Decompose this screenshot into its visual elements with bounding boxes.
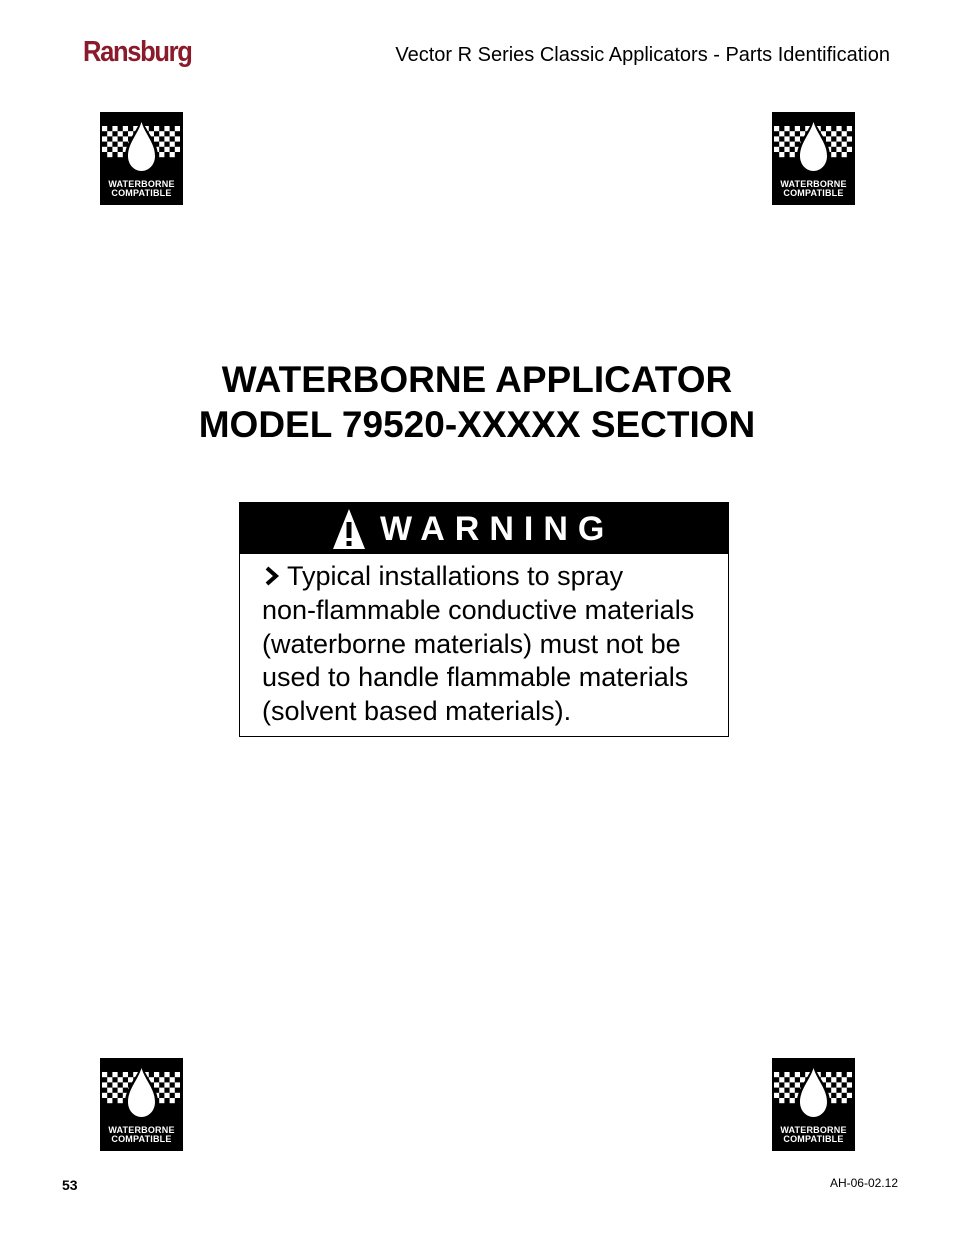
chevron-right-icon (262, 566, 282, 586)
water-drop-icon (100, 1058, 183, 1126)
warning-box (239, 502, 729, 737)
warning-label: WARNING (380, 510, 615, 548)
waterborne-compatible-badge (772, 112, 855, 205)
warning-line (262, 560, 724, 594)
warning-triangle-icon (332, 508, 366, 550)
page-number: 53 (62, 1177, 78, 1193)
water-drop-icon (772, 1058, 855, 1126)
ransburg-logo: Ransburg (83, 36, 192, 68)
waterborne-compatible-badge (100, 1058, 183, 1151)
section-title-line1: WATERBORNE APPLICATOR (221, 359, 733, 400)
warning-header (240, 503, 728, 554)
warning-line-text: Typical installations to spray (287, 561, 624, 591)
badge-line2: COMPATIBLE (111, 188, 172, 198)
waterborne-compatible-badge (100, 112, 183, 205)
badge-line2: COMPATIBLE (111, 1134, 172, 1144)
badge-line2: COMPATIBLE (783, 188, 844, 198)
waterborne-compatible-badge (772, 1058, 855, 1151)
badge-line1: WATERBORNE (780, 179, 847, 189)
water-drop-icon (100, 112, 183, 180)
warning-line: (waterborne materials) must not be (262, 628, 681, 659)
warning-line: used to handle flammable materials (262, 662, 689, 693)
warning-line: (solvent based materials). (262, 696, 572, 727)
section-title (0, 357, 954, 447)
header-title: Vector R Series Classic Applicators - Parts Identification (395, 44, 890, 66)
warning-text (262, 560, 724, 729)
badge-line2: COMPATIBLE (783, 1134, 844, 1144)
badge-line1: WATERBORNE (780, 1125, 847, 1135)
section-title-line2: MODEL 79520-XXXXX SECTION (198, 404, 756, 445)
water-drop-icon (772, 112, 855, 180)
badge-line1: WATERBORNE (108, 1125, 175, 1135)
badge-line1: WATERBORNE (108, 179, 175, 189)
document-code: AH-06-02.12 (829, 1176, 898, 1190)
warning-line: non-flammable conductive materials (262, 594, 695, 625)
